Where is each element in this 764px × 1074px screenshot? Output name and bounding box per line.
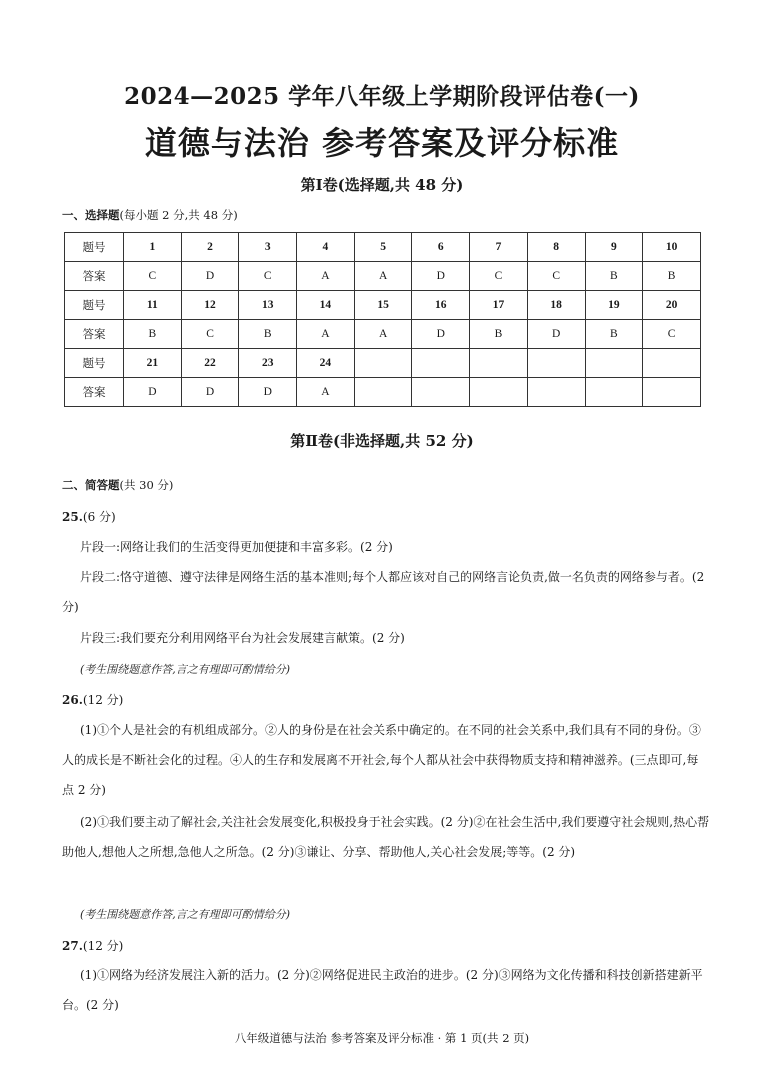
- q27-answer-1: (1)①网络为经济发展注入新的活力。(2 分)②网络促进民主政治的进步。(2 分)③网络为文化传播和科技创新搭建新平台。(2 分): [62, 968, 703, 1012]
- answer-cell: B: [124, 320, 182, 349]
- answer-cell: [354, 378, 412, 407]
- answer-cell: D: [527, 320, 585, 349]
- q25-fragment-3: 片段三:我们要充分利用网络平台为社会发展建言献策。(2 分): [80, 631, 405, 645]
- answer-cell: B: [585, 320, 643, 349]
- answer-cell: [412, 378, 470, 407]
- q26-number: 26.: [62, 693, 83, 707]
- question-number-cell: 11: [124, 291, 182, 320]
- q27-heading: [62, 937, 123, 954]
- question-number-row: [65, 349, 701, 378]
- question-number-cell: 24: [297, 349, 355, 378]
- answer-cell: D: [239, 378, 297, 407]
- page-footer: 八年级道德与法治 参考答案及评分标准 · 第 1 页(共 2 页): [234, 1031, 530, 1045]
- question-number-cell: 4: [297, 233, 355, 262]
- q25-grading-note: (考生围绕题意作答,言之有理即可酌情给分): [80, 663, 291, 676]
- section1-label: 一、选择题: [62, 208, 120, 222]
- answer-cell: C: [124, 262, 182, 291]
- question-number-cell: 12: [181, 291, 239, 320]
- answer-table: [64, 232, 701, 407]
- part2-title: 第Ⅱ卷(非选择题,共 52 分): [290, 432, 474, 450]
- row-label-question: 题号: [65, 349, 124, 378]
- answer-cell: A: [297, 378, 355, 407]
- q26-answer-2: (2)①我们要主动了解社会,关注社会发展变化,积极投身于社会实践。(2 分)②在社会生活中,我们要遵守社会规则,热心帮助他人,想他人之所想,急他人之所急。(2 分)③谦让、分享、帮助他人,关心社会发展;等等。(2 分): [62, 815, 710, 859]
- answer-cell: B: [585, 262, 643, 291]
- row-label-answer: 答案: [65, 262, 124, 291]
- row-label-answer: 答案: [65, 320, 124, 349]
- exam-title: 2024—2025 学年八年级上学期阶段评估卷(一): [124, 83, 640, 110]
- question-number-cell: 5: [354, 233, 412, 262]
- question-number-cell: 8: [527, 233, 585, 262]
- row-label-answer: 答案: [65, 378, 124, 407]
- answer-cell: B: [239, 320, 297, 349]
- question-number-row: [65, 291, 701, 320]
- section2-heading: [62, 477, 173, 493]
- question-number-cell: 3: [239, 233, 297, 262]
- answer-cell: A: [354, 320, 412, 349]
- section2-label: 二、简答题: [62, 478, 120, 492]
- question-number-cell: 22: [181, 349, 239, 378]
- q25-fragment-1: 片段一:网络让我们的生活变得更加便捷和丰富多彩。(2 分): [80, 540, 393, 554]
- row-label-question: 题号: [65, 291, 124, 320]
- question-number-cell: [643, 349, 701, 378]
- question-number-cell: 1: [124, 233, 182, 262]
- answer-cell: C: [527, 262, 585, 291]
- exam-subtitle: 道德与法治 参考答案及评分标准: [144, 124, 620, 162]
- q26-grading-note: (考生围绕题意作答,言之有理即可酌情给分): [80, 908, 291, 921]
- answer-cell: D: [181, 262, 239, 291]
- question-number-cell: 14: [297, 291, 355, 320]
- q25-score: (6 分): [82, 510, 116, 524]
- question-number-cell: 6: [412, 233, 470, 262]
- answer-cell: D: [181, 378, 239, 407]
- q27-score: (12 分): [82, 939, 124, 953]
- question-number-cell: 20: [643, 291, 701, 320]
- answer-cell: A: [354, 262, 412, 291]
- question-number-cell: [527, 349, 585, 378]
- q27-number: 27.: [62, 939, 83, 953]
- answer-cell: [527, 378, 585, 407]
- section2-note: (共 30 分): [119, 478, 174, 492]
- part1-title: 第Ⅰ卷(选择题,共 48 分): [300, 176, 464, 194]
- answer-row: [65, 378, 701, 407]
- question-number-cell: [354, 349, 412, 378]
- answer-cell: C: [470, 262, 528, 291]
- question-number-cell: 18: [527, 291, 585, 320]
- question-number-cell: 21: [124, 349, 182, 378]
- question-number-cell: 19: [585, 291, 643, 320]
- question-number-cell: 23: [239, 349, 297, 378]
- answer-cell: C: [239, 262, 297, 291]
- answer-cell: D: [412, 262, 470, 291]
- question-number-cell: 7: [470, 233, 528, 262]
- answer-cell: C: [643, 320, 701, 349]
- answer-row: [65, 262, 701, 291]
- answer-cell: C: [181, 320, 239, 349]
- answer-cell: D: [412, 320, 470, 349]
- section1-note: (每小题 2 分,共 48 分): [119, 208, 238, 222]
- question-number-cell: 16: [412, 291, 470, 320]
- row-label-question: 题号: [65, 233, 124, 262]
- question-number-cell: [585, 349, 643, 378]
- question-number-cell: 10: [643, 233, 701, 262]
- answer-cell: B: [643, 262, 701, 291]
- q25-fragment-2: 片段二:恪守道德、遵守法律是网络生活的基本准则;每个人都应该对自己的网络言论负责,做一名负责的网络参与者。(2 分): [62, 570, 705, 614]
- q25-number: 25.: [62, 510, 83, 524]
- answer-cell: D: [124, 378, 182, 407]
- question-number-cell: 15: [354, 291, 412, 320]
- section1-heading: [62, 207, 238, 223]
- answer-cell: [585, 378, 643, 407]
- question-number-cell: [412, 349, 470, 378]
- question-number-row: [65, 233, 701, 262]
- answer-row: [65, 320, 701, 349]
- q25-heading: [62, 508, 116, 525]
- question-number-cell: 9: [585, 233, 643, 262]
- question-number-cell: [470, 349, 528, 378]
- answer-cell: B: [470, 320, 528, 349]
- answer-cell: [470, 378, 528, 407]
- q26-heading: [62, 691, 123, 708]
- question-number-cell: 2: [181, 233, 239, 262]
- answer-cell: [643, 378, 701, 407]
- question-number-cell: 17: [470, 291, 528, 320]
- q26-score: (12 分): [82, 693, 124, 707]
- answer-cell: A: [297, 320, 355, 349]
- q26-answer-1: (1)①个人是社会的有机组成部分。②人的身份是在社会关系中确定的。在不同的社会关系中,我们具有不同的身份。③人的成长是不断社会化的过程。④人的生存和发展离不开社会,每个人都从社会中获得物质支持和精神滋养。(三点即可,每点 2 分): [62, 723, 701, 797]
- answer-cell: A: [297, 262, 355, 291]
- question-number-cell: 13: [239, 291, 297, 320]
